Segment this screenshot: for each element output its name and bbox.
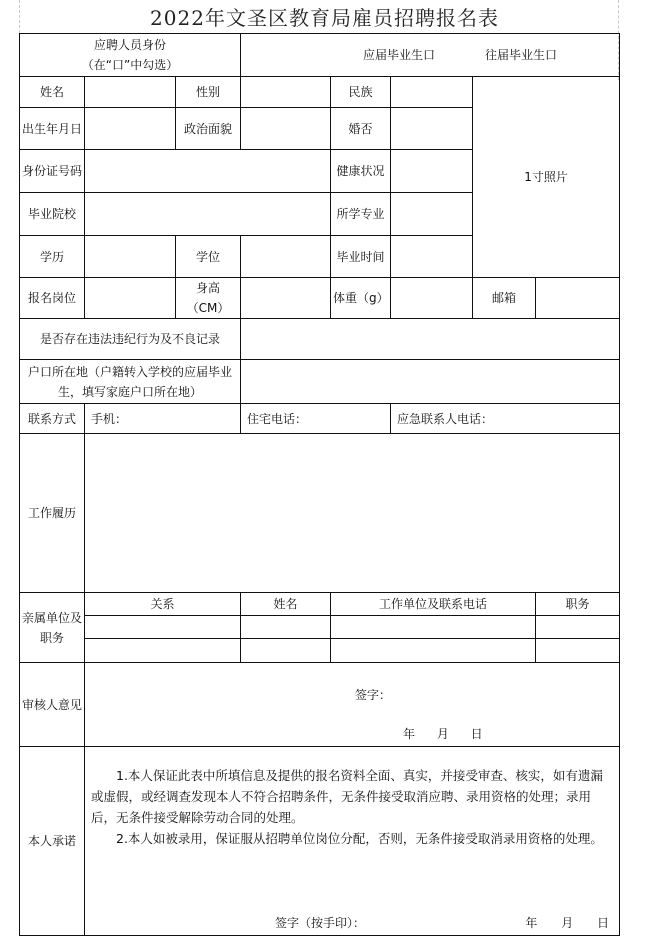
input-education[interactable] xyxy=(85,236,176,278)
input-birth-date[interactable] xyxy=(85,108,176,150)
input-work-history[interactable] xyxy=(85,434,620,593)
label-marital-status: 婚否 xyxy=(331,108,391,150)
input-emergency-phone[interactable]: 应急联系人电话： xyxy=(391,404,620,434)
pledge-date-label: 年 月 日 xyxy=(525,916,610,930)
input-violation-record[interactable] xyxy=(241,319,620,360)
pledge-area xyxy=(85,747,620,936)
input-marital-status[interactable] xyxy=(391,108,473,150)
row-review xyxy=(20,663,620,747)
row-basic-6 xyxy=(20,278,620,319)
label-position: 报名岗位 xyxy=(20,278,85,319)
row-basic-1 xyxy=(20,77,620,108)
identity-options xyxy=(241,34,620,77)
label-relatives: 亲属单位及职务 xyxy=(20,593,85,663)
input-home-phone[interactable]: 住宅电话： xyxy=(241,404,391,434)
label-pledge: 本人承诺 xyxy=(20,747,85,936)
label-violation-record: 是否存在违法违纪行为及不良记录 xyxy=(20,319,241,360)
input-height[interactable] xyxy=(241,278,331,319)
label-contact: 联系方式 xyxy=(20,404,85,434)
identity-row xyxy=(20,34,620,77)
review-sign-label: 签字： xyxy=(355,688,392,702)
label-ethnicity: 民族 xyxy=(331,77,391,108)
label-email: 邮箱 xyxy=(473,278,536,319)
label-school: 毕业院校 xyxy=(20,193,85,236)
input-duty[interactable] xyxy=(536,639,620,663)
row-household xyxy=(20,360,620,404)
input-degree[interactable] xyxy=(241,236,331,278)
input-health[interactable] xyxy=(391,150,473,193)
label-name: 姓名 xyxy=(20,77,85,108)
row-pledge xyxy=(20,747,620,936)
review-date-label: 年 月 日 xyxy=(403,727,483,741)
label-graduation-time: 毕业时间 xyxy=(331,236,391,278)
input-political-status[interactable] xyxy=(241,108,331,150)
input-duty[interactable] xyxy=(536,616,620,639)
header-workplace-phone: 工作单位及联系电话 xyxy=(331,593,536,616)
input-email[interactable] xyxy=(536,278,620,319)
label-id-number: 身份证号码 xyxy=(20,150,85,193)
label-education: 学历 xyxy=(20,236,85,278)
checkbox-past-graduate[interactable]: 往届毕业生口 xyxy=(485,48,558,62)
header-relative-name: 姓名 xyxy=(241,593,331,616)
identity-label: 应聘人员身份 （在“口”中勾选） xyxy=(20,34,241,77)
input-position[interactable] xyxy=(85,278,176,319)
relatives-row xyxy=(20,616,620,639)
input-name[interactable] xyxy=(85,77,176,108)
label-health: 健康状况 xyxy=(331,150,391,193)
input-gender[interactable] xyxy=(241,77,331,108)
label-birth-date: 出生年月日 xyxy=(20,108,85,150)
form-title: 2022年文圣区教育局雇员招聘报名表 xyxy=(150,6,499,30)
label-political-status: 政治面貌 xyxy=(176,108,241,150)
input-household[interactable] xyxy=(241,360,620,404)
header-duty: 职务 xyxy=(536,593,620,616)
label-review: 审核人意见 xyxy=(20,663,85,747)
relatives-header-row xyxy=(20,593,620,616)
input-major[interactable] xyxy=(391,193,473,236)
review-area[interactable] xyxy=(85,663,620,747)
row-contact xyxy=(20,404,620,434)
relatives-row xyxy=(20,639,620,663)
input-ethnicity[interactable] xyxy=(391,77,473,108)
input-relative-name[interactable] xyxy=(241,616,331,639)
header-relation: 关系 xyxy=(85,593,241,616)
photo-box[interactable]: 1寸照片 xyxy=(473,77,620,278)
input-id-number[interactable] xyxy=(85,150,331,193)
input-workplace-phone[interactable] xyxy=(331,639,536,663)
input-workplace-phone[interactable] xyxy=(331,616,536,639)
pledge-paragraph-2: 2.本人如被录用，保证服从招聘单位岗位分配，否则，无条件接受取消录用资格的处理。 xyxy=(116,831,603,846)
registration-form xyxy=(19,33,620,936)
input-relative-name[interactable] xyxy=(241,639,331,663)
row-violation xyxy=(20,319,620,360)
label-gender: 性别 xyxy=(176,77,241,108)
label-height: 身高（CM） xyxy=(176,278,241,319)
input-graduation-time[interactable] xyxy=(391,236,473,278)
checkbox-fresh-graduate[interactable]: 应届毕业生口 xyxy=(363,48,436,62)
label-degree: 学位 xyxy=(176,236,241,278)
row-work-history xyxy=(20,434,620,593)
input-weight[interactable] xyxy=(391,278,473,319)
input-relation[interactable] xyxy=(85,616,241,639)
label-work-history: 工作履历 xyxy=(20,434,85,593)
input-mobile[interactable]: 手机： xyxy=(85,404,241,434)
label-weight: 体重（g） xyxy=(331,278,391,319)
label-household: 户口所在地（户籍转入学校的应届毕业生，填写家庭户口所在地） xyxy=(20,360,241,404)
pledge-paragraph-1: 1.本人保证此表中所填信息及提供的报名资料全面、真实，并接受审查、核实，如有遗漏或虚假，或经调查发现本人不符合招聘条件，无条件接受取消应聘、录用资格的处理；录用后，无条件接受解除劳动合同的处理。 xyxy=(91,768,603,825)
input-school[interactable] xyxy=(85,193,331,236)
pledge-sign-label[interactable]: 签字（按手印）： xyxy=(275,916,366,930)
label-major: 所学专业 xyxy=(331,193,391,236)
input-relation[interactable] xyxy=(85,639,241,663)
